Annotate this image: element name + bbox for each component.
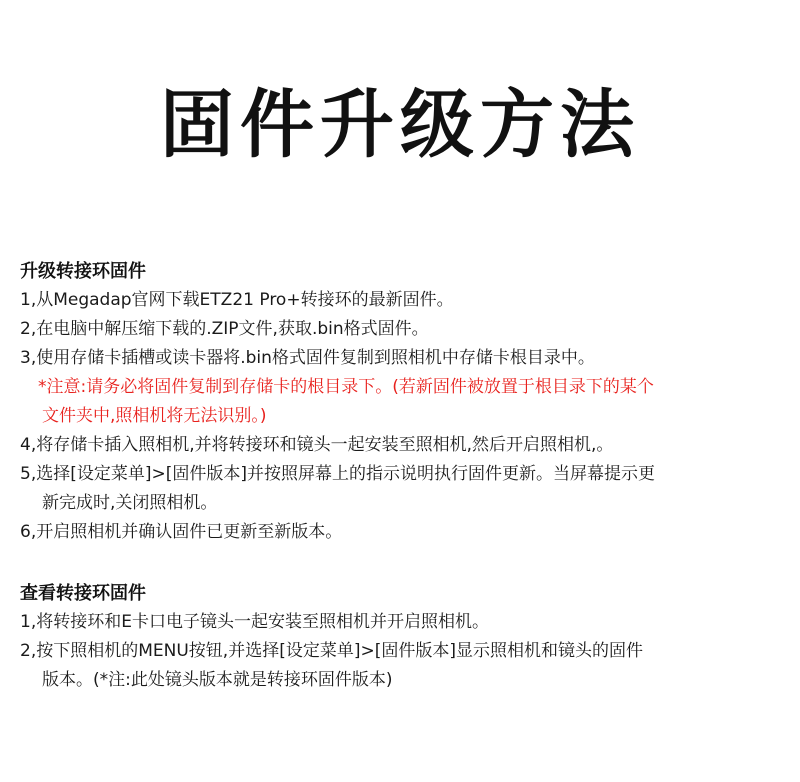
page-title: 固件升级方法 [160, 82, 640, 168]
check-step-2-line-2: 版本。(*注:此处镜头版本就是转接环固件版本) [42, 670, 393, 690]
check-heading: 查看转接环固件 [20, 583, 146, 604]
upgrade-step-2: 2,在电脑中解压缩下载的.ZIP文件,获取.bin格式固件。 [20, 319, 429, 339]
upgrade-step-6: 6,开启照相机并确认固件已更新至新版本。 [20, 522, 343, 542]
check-step-1: 1,将转接环和E卡口电子镜头一起安装至照相机并开启照相机。 [20, 612, 489, 632]
upgrade-heading: 升级转接环固件 [20, 261, 146, 282]
upgrade-step-3: 3,使用存储卡插槽或读卡器将.bin格式固件复制到照相机中存储卡根目录中。 [20, 348, 595, 368]
upgrade-step-4: 4,将存储卡插入照相机,并将转接环和镜头一起安装至照相机,然后开启照相机,。 [20, 435, 614, 455]
upgrade-section [20, 258, 790, 547]
note-line-2: 文件夹中,照相机将无法识别。) [42, 406, 267, 426]
check-section [20, 580, 790, 695]
upgrade-step-5-line-1: 5,选择[设定菜单]>[固件版本]并按照屏幕上的指示说明执行固件更新。当屏幕提示更 [20, 464, 655, 484]
upgrade-step-1: 1,从Megadap官网下载ETZ21 Pro+转接环的最新固件。 [20, 290, 454, 310]
upgrade-step-5-line-2: 新完成时,关闭照相机。 [42, 493, 218, 513]
note-line-1: *注意:请务必将固件复制到存储卡的根目录下。(若新固件被放置于根目录下的某个 [38, 377, 654, 397]
check-step-2-line-1: 2,按下照相机的MENU按钮,并选择[设定菜单]>[固件版本]显示照相机和镜头的固件 [20, 641, 643, 661]
